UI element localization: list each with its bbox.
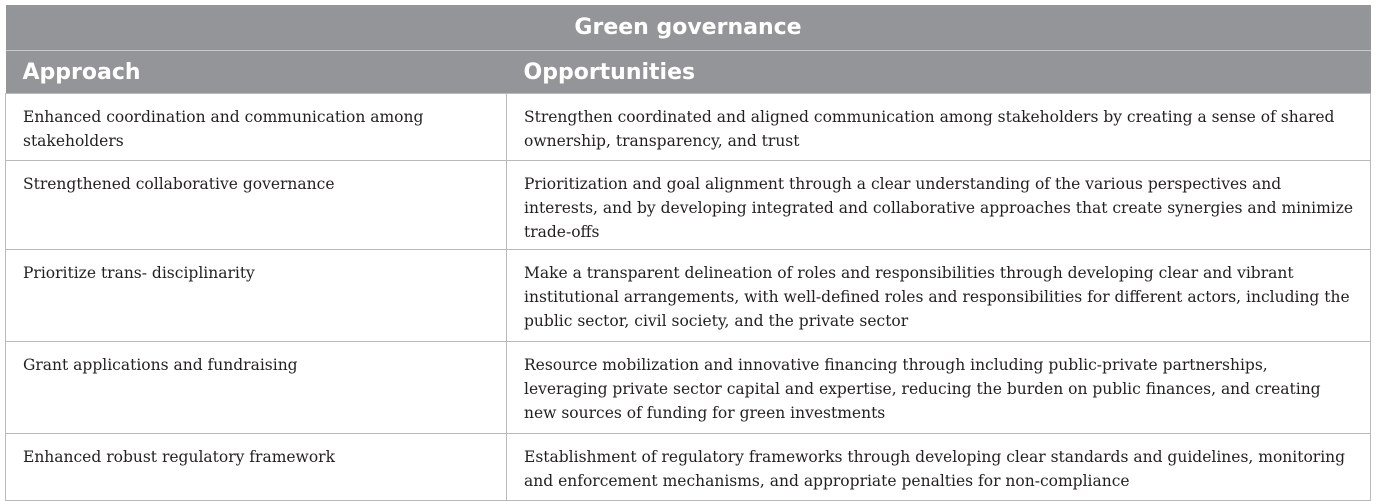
column-header-opportunities: Opportunities: [507, 51, 1371, 94]
table-row: [6, 94, 1371, 161]
opportunity-cell: Resource mobilization and innovative financing through including public-private partnerships, leveraging private sector capital and expertise, reducing the burden on public finances, and creating new sources of funding for green investments: [507, 342, 1371, 434]
table-title: Green governance: [6, 5, 1371, 51]
table-row: [6, 342, 1371, 434]
table-row: [6, 161, 1371, 250]
approach-cell: Enhanced robust regulatory framework: [6, 434, 507, 501]
table-row: [6, 250, 1371, 342]
green-governance-table: [5, 5, 1371, 501]
approach-cell: Grant applications and fundraising: [6, 342, 507, 434]
opportunity-cell: Establishment of regulatory frameworks through developing clear standards and guidelines, monitoring and enforcement mechanisms, and appropriate penalties for non-compliance: [507, 434, 1371, 501]
approach-cell: Strengthened collaborative governance: [6, 161, 507, 250]
opportunity-cell: Prioritization and goal alignment through a clear understanding of the various perspectives and interests, and by developing integrated and collaborative approaches that create synergies and minimize trade-offs: [507, 161, 1371, 250]
approach-cell: Enhanced coordination and communication among stakeholders: [6, 94, 507, 161]
table-header-row: [6, 51, 1371, 94]
table-title-row: [6, 5, 1371, 51]
opportunity-cell: Make a transparent delineation of roles and responsibilities through developing clear and vibrant institutional arrangements, with well-defined roles and responsibilities for different actors, including the public sector, civil society, and the private sector: [507, 250, 1371, 342]
opportunity-cell: Strengthen coordinated and aligned communication among stakeholders by creating a sense of shared ownership, transparency, and trust: [507, 94, 1371, 161]
approach-cell: Prioritize trans- disciplinarity: [6, 250, 507, 342]
column-header-approach: Approach: [6, 51, 507, 94]
table-row: [6, 434, 1371, 501]
